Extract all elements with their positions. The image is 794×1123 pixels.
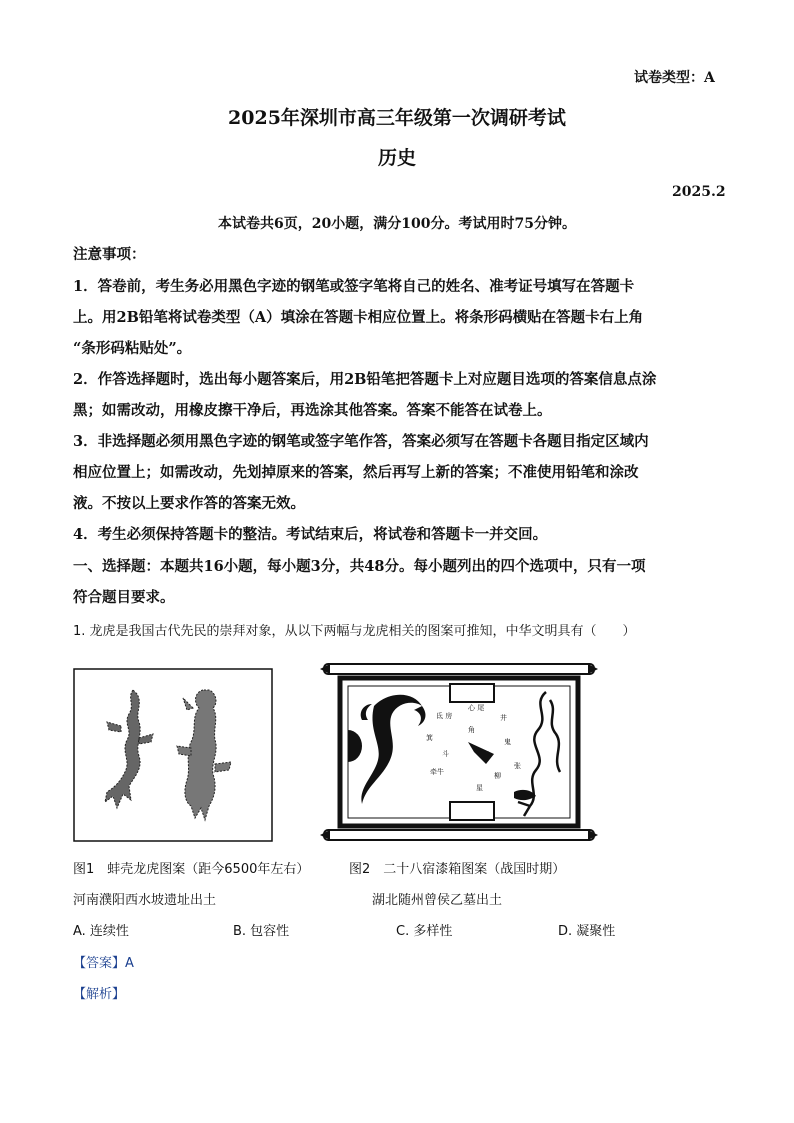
- notes-line: 上。用2B铅笔将试卷类型（A）填涂在答题卡相应位置上。将条形码横贴在答题卡右上角: [73, 309, 644, 326]
- option-d[interactable]: D. 凝聚性: [558, 924, 616, 939]
- option-a[interactable]: A. 连续性: [73, 924, 129, 939]
- figure-2-image: [318, 660, 600, 844]
- subject-title: 历史: [377, 147, 416, 169]
- svg-text:星: 星: [476, 784, 483, 792]
- notes-heading: 注意事项：: [73, 246, 146, 263]
- svg-text:心 尾: 心 尾: [468, 704, 485, 712]
- svg-text:井: 井: [500, 714, 507, 722]
- option-b[interactable]: B. 包容性: [233, 924, 290, 939]
- svg-text:氐 房: 氐 房: [436, 712, 453, 720]
- figure-2-caption: 图2 二十八宿漆箱图案（战国时期）: [349, 862, 566, 877]
- answer-label: 【答案】A: [73, 956, 134, 971]
- figure-1-source: 河南濮阳西水坡遗址出土: [73, 893, 217, 908]
- analysis-label: 【解析】: [73, 987, 126, 1002]
- paper-type-label: 试卷类型：A: [634, 70, 715, 86]
- question-stem: 1. 龙虎是我国古代先民的崇拜对象，从以下两幅与龙虎相关的图案可推知，中华文明具有（ ）: [73, 624, 636, 639]
- figure-2-source: 湖北随州曾侯乙墓出土: [372, 893, 503, 908]
- svg-text:牵牛: 牵牛: [430, 768, 444, 776]
- exam-info: 本试卷共6页，20小题，满分100分。考试用时75分钟。: [218, 216, 576, 232]
- notes-line: 液。不按以上要求作答的答案无效。: [73, 495, 305, 512]
- figure-1-caption: 图1 蚌壳龙虎图案（距今6500年左右）: [73, 862, 310, 877]
- svg-text:鬼: 鬼: [504, 738, 511, 746]
- section-heading-cont: 符合题目要求。: [73, 589, 175, 606]
- exam-title: 2025年深圳市高三年级第一次调研考试: [228, 107, 566, 129]
- notes-line: 相应位置上；如需改动，先划掉原来的答案，然后再写上新的答案；不准使用铅笔和涂改: [73, 464, 639, 481]
- notes-line: 4．考生必须保持答题卡的整洁。考试结束后，将试卷和答题卡一并交回。: [73, 526, 548, 543]
- svg-text:箕: 箕: [426, 734, 433, 742]
- svg-text:角: 角: [468, 726, 475, 734]
- svg-text:柳: 柳: [494, 772, 501, 780]
- svg-text:斗: 斗: [442, 750, 449, 758]
- notes-line: 黑；如需改动，用橡皮擦干净后，再选涂其他答案。答案不能答在试卷上。: [73, 402, 552, 419]
- svg-text:张: 张: [514, 762, 521, 770]
- option-c[interactable]: C. 多样性: [396, 924, 453, 939]
- notes-line: 2．作答选择题时，选出每小题答案后，用2B铅笔把答题卡上对应题目选项的答案信息点涂: [73, 371, 657, 388]
- figure-1-image: [73, 668, 273, 842]
- section-heading: 一、选择题：本题共16小题，每小题3分，共48分。每小题列出的四个选项中，只有一项: [73, 558, 646, 575]
- notes-line: 1．答卷前，考生务必用黑色字迹的钢笔或签字笔将自己的姓名、准考证号填写在答题卡: [73, 278, 635, 295]
- notes-line: “条形码粘贴处”。: [73, 340, 192, 357]
- exam-date: 2025.2: [672, 184, 726, 200]
- notes-line: 3．非选择题必须用黑色字迹的钢笔或签字笔作答，答案必须写在答题卡各题目指定区域内: [73, 433, 649, 450]
